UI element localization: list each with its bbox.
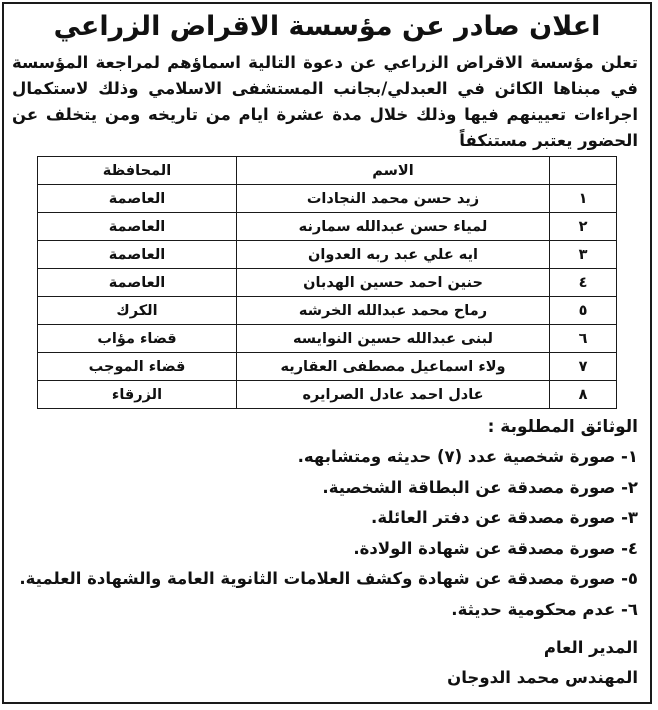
row-governorate: الكرك xyxy=(38,297,237,325)
table-row xyxy=(38,353,617,381)
table-row xyxy=(38,213,617,241)
row-governorate: قضاء الموجب xyxy=(38,353,237,381)
table-row xyxy=(38,185,617,213)
signature-role: المدير العام xyxy=(543,638,638,657)
row-name: حنين احمد حسين الهدبان xyxy=(237,269,550,297)
table-header-row xyxy=(38,157,617,185)
row-governorate: قضاء مؤاب xyxy=(38,325,237,353)
table-row xyxy=(38,297,617,325)
candidates-table xyxy=(37,156,617,409)
row-governorate: العاصمة xyxy=(38,269,237,297)
row-number: ١ xyxy=(550,185,617,213)
row-number: ٤ xyxy=(550,269,617,297)
header-governorate: المحافظة xyxy=(38,157,237,185)
row-number: ٦ xyxy=(550,325,617,353)
row-number: ٣ xyxy=(550,241,617,269)
row-name: لمياء حسن عبدالله سمارنه xyxy=(237,213,550,241)
row-governorate: العاصمة xyxy=(38,241,237,269)
list-item: ٦- عدم محكومية حديثة. xyxy=(451,599,638,619)
list-item: ١- صورة شخصية عدد (٧) حديثه ومتشابهه. xyxy=(297,447,638,466)
row-number: ٨ xyxy=(550,381,617,409)
header-number xyxy=(550,157,617,185)
row-governorate: العاصمة xyxy=(38,213,237,241)
row-governorate: العاصمة xyxy=(38,185,237,213)
row-name: لبنى عبدالله حسين النوايسه xyxy=(237,325,550,353)
row-governorate: الزرقاء xyxy=(38,381,237,409)
row-number: ٧ xyxy=(550,353,617,381)
row-number: ٥ xyxy=(550,297,617,325)
table-row xyxy=(38,269,617,297)
signature-name: المهندس محمد الدوجان xyxy=(447,668,638,687)
list-item: ٤- صورة مصدقة عن شهادة الولادة. xyxy=(353,538,638,558)
row-name: عادل احمد عادل الصرايره xyxy=(237,381,550,409)
table-row xyxy=(38,325,617,353)
row-name: ايه علي عبد ربه العدوان xyxy=(237,241,550,269)
list-item: ٣- صورة مصدقة عن دفتر العائلة. xyxy=(371,508,638,527)
table-row xyxy=(38,241,617,269)
list-item: ٥- صورة مصدقة عن شهادة وكشف العلامات الثانوية العامة والشهادة العلمية. xyxy=(19,569,638,588)
row-name: زيد حسن محمد النجادات xyxy=(237,185,550,213)
list-item: ٢- صورة مصدقة عن البطاقة الشخصية. xyxy=(322,477,638,497)
signature-block xyxy=(12,633,642,693)
announcement-title: اعلان صادر عن مؤسسة الاقراض الزراعي xyxy=(53,11,601,42)
row-name: رماح محمد عبدالله الخرشه xyxy=(237,297,550,325)
row-number: ٢ xyxy=(550,213,617,241)
announcement-intro: تعلن مؤسسة الاقراض الزراعي عن دعوة التالية اسماؤهم لمراجعة المؤسسة في مبناها الكائن في العبدلي/بجانب المستشفى الاسلامي وذلك لاستكمال اجراءات تعيينهم فيها وذلك خلال مدة عشرة ايام من تاريخه ومن يتخلف عن الحضور يعتبر مستنكفاً xyxy=(12,53,638,150)
documents-list xyxy=(12,442,642,625)
header-name: الاسم xyxy=(237,157,550,185)
row-name: ولاء اسماعيل مصطفى العقاريه xyxy=(237,353,550,381)
announcement-frame xyxy=(2,2,652,704)
table-row xyxy=(38,381,617,409)
documents-title: الوثائق المطلوبة : xyxy=(487,417,638,437)
